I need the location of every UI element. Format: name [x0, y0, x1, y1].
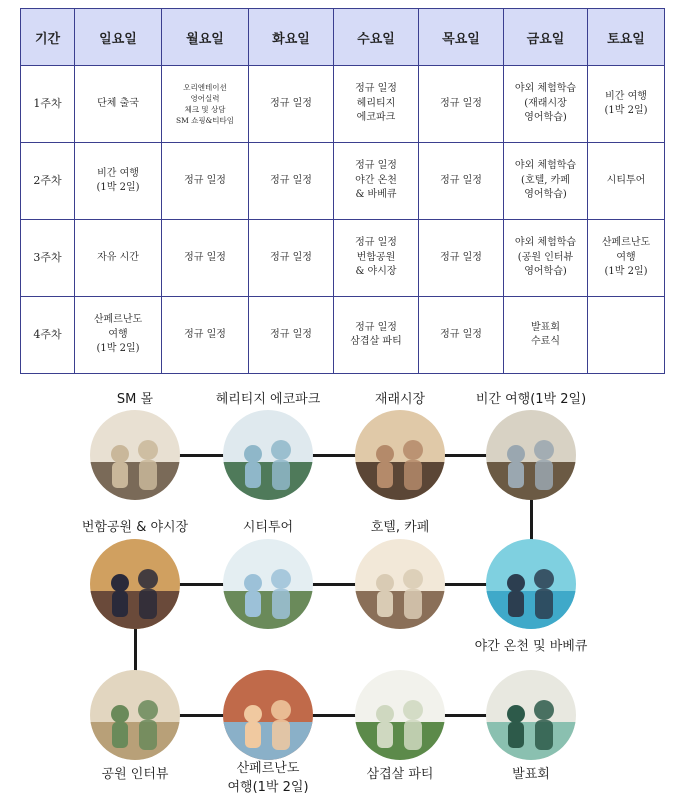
schedule-cell: [334, 297, 419, 374]
schedule-cell: [419, 66, 504, 143]
timeline-label-text: SM 몰: [116, 392, 154, 407]
header-saturday: 토요일: [588, 9, 665, 66]
hot-spring-photo: [486, 539, 576, 629]
schedule-cell-text: 발표회: [531, 321, 560, 333]
schedule-cell-text: 수료식: [531, 336, 560, 347]
timeline-label: [227, 757, 308, 795]
schedule-cell: [334, 143, 419, 220]
schedule-cell: [162, 66, 249, 143]
schedule-cell-text: SM 쇼핑&티타임: [175, 116, 235, 126]
table-header-row: [21, 9, 665, 66]
schedule-cell: [504, 297, 588, 374]
schedule-cell: [504, 66, 588, 143]
schedule-cell-text: (1박 2일): [96, 343, 140, 355]
timeline-label-text: 번함공원 & 야시장: [81, 520, 189, 535]
timeline-label: [216, 388, 321, 407]
market-photo: [355, 410, 445, 500]
timeline-label: [117, 388, 153, 407]
schedule-cell-text: 야외 체험학습: [514, 83, 577, 95]
timeline-label: [375, 388, 425, 407]
schedule-cell-text: 번함공원: [356, 251, 396, 263]
timeline-label-text: 발표회: [512, 767, 550, 782]
schedule-cell-text: 정규 일정: [440, 174, 482, 186]
schedule-cell-text: 시티투어: [606, 174, 646, 186]
schedule-cell: [249, 297, 334, 374]
schedule-cell-text: 정규 일정: [355, 237, 397, 249]
schedule-cell: [75, 66, 162, 143]
table-row: [21, 220, 665, 297]
schedule-cell-text: 비간 여행: [97, 167, 139, 179]
schedule-cell-text: 에코파크: [356, 112, 396, 124]
city-tour-photo: [223, 539, 313, 629]
shopping-mall-photo: [90, 410, 180, 500]
timeline-label: [512, 763, 550, 782]
schedule-cell-text: 여행: [108, 328, 128, 340]
schedule-cell-text: 정규 일정: [440, 97, 482, 109]
week-label: 4주차: [21, 297, 75, 374]
schedule-cell: [75, 143, 162, 220]
bbq-party-photo: [355, 670, 445, 760]
schedule-cell-text: 영어학습): [524, 112, 567, 124]
schedule-cell-text: 야간 온천: [355, 174, 397, 186]
schedule-cell-text: 오리엔테이션: [183, 82, 227, 92]
header-sunday: 일요일: [75, 9, 162, 66]
timeline-label: [82, 516, 188, 535]
header-tuesday: 화요일: [249, 9, 334, 66]
schedule-cell-text: (1박 2일): [604, 266, 648, 278]
schedule-cell-text: (1박 2일): [96, 182, 140, 193]
timeline-label: [367, 763, 434, 782]
schedule-cell-text: 정규 일정: [440, 328, 482, 340]
table-row: [21, 66, 665, 143]
schedule-cell-text: 헤리티지: [356, 97, 396, 109]
schedule-cell: [504, 220, 588, 297]
timeline-label-text: 야간 온천 및 바베큐: [474, 639, 588, 654]
schedule-cell: [419, 297, 504, 374]
schedule-cell-text: (1박 2일): [604, 105, 648, 116]
schedule-cell: [504, 143, 588, 220]
schedule-cell-text: 정규 일정: [270, 251, 312, 263]
schedule-cell-text: (공원 인터뷰: [517, 251, 574, 263]
schedule-cell-text: 정규 일정: [184, 174, 226, 186]
schedule-cell: [162, 220, 249, 297]
schedule-cell-text: 정규 일정: [184, 328, 226, 340]
header-monday: 월요일: [162, 9, 249, 66]
schedule-cell-text: 산페르난도: [93, 314, 143, 326]
week-label: 1주차: [21, 66, 75, 143]
header-period: 기간: [21, 9, 75, 66]
schedule-cell-text: 야외 체험학습: [514, 160, 577, 172]
schedule-cell-text: 정규 일정: [270, 97, 312, 109]
schedule-cell: [162, 297, 249, 374]
park-interview-photo: [90, 670, 180, 760]
schedule-cell: [249, 220, 334, 297]
timeline-label-text: 여행(1박 2일): [227, 780, 309, 795]
schedule-cell-text: 정규 일정: [270, 328, 312, 340]
schedule-cell-text: 비간 여행: [605, 90, 647, 102]
schedule-cell-text: 영어실력: [190, 93, 220, 103]
week-label: 3주차: [21, 220, 75, 297]
schedule-cell: [75, 220, 162, 297]
horse-carriage-photo: [486, 410, 576, 500]
schedule-cell-text: 정규 일정: [355, 83, 397, 95]
timeline-label-text: 시티투어: [242, 520, 294, 535]
timeline-label-text: 산페르난도: [236, 761, 300, 776]
schedule-cell-text: & 바베큐: [355, 189, 397, 201]
timeline-connector: [135, 714, 530, 717]
schedule-cell: [75, 297, 162, 374]
schedule-cell-text: 정규 일정: [270, 174, 312, 186]
header-wednesday: 수요일: [334, 9, 419, 66]
timeline-label: [475, 635, 588, 654]
schedule-cell: [419, 220, 504, 297]
cafe-photo: [355, 539, 445, 629]
schedule-cell: [334, 220, 419, 297]
activity-timeline: [0, 378, 683, 804]
timeline-label-text: 공원 인터뷰: [101, 767, 169, 782]
timeline-label: [476, 388, 586, 407]
schedule-cell-text: 단체 출국: [97, 97, 139, 109]
schedule-cell-text: 정규 일정: [440, 251, 482, 263]
schedule-cell-text: 영어학습): [524, 266, 567, 278]
week-label: 2주차: [21, 143, 75, 220]
schedule-cell-text: 야외 체험학습: [514, 237, 577, 249]
schedule-cell: [588, 220, 665, 297]
schedule-cell: [588, 297, 665, 374]
schedule-cell: [162, 143, 249, 220]
schedule-cell-text: 정규 일정: [355, 321, 397, 333]
schedule-cell-text: 산페르난도: [601, 237, 651, 249]
schedule-cell: [588, 66, 665, 143]
timeline-label: [371, 516, 430, 535]
timeline-label-text: 헤리티지 에코파크: [215, 392, 321, 407]
header-friday: 금요일: [504, 9, 588, 66]
schedule-cell: [249, 143, 334, 220]
schedule-cell-text: 체크 및 상담: [184, 105, 226, 114]
table-row: [21, 143, 665, 220]
timeline-label: [102, 763, 169, 782]
schedule-cell: [588, 143, 665, 220]
timeline-label-text: 비간 여행(1박 2일): [475, 392, 587, 407]
schedule-cell: [334, 66, 419, 143]
schedule-cell-text: 자유 시간: [97, 251, 139, 263]
table-row: [21, 297, 665, 374]
schedule-cell-text: 여행: [616, 251, 636, 263]
timeline-label-text: 재래시장: [374, 392, 426, 407]
header-thursday: 목요일: [419, 9, 504, 66]
schedule-cell-text: 정규 일정: [184, 251, 226, 263]
schedule-cell-text: (호텔, 카페: [521, 174, 570, 186]
weekly-schedule-table: [20, 8, 665, 374]
timeline-label-text: 호텔, 카페: [370, 520, 430, 535]
schedule-cell-text: 영어학습): [524, 189, 567, 201]
night-market-photo: [90, 539, 180, 629]
eco-park-photo: [223, 410, 313, 500]
timeline-label-text: 삼겹살 파티: [366, 767, 434, 782]
beach-photo: [223, 670, 313, 760]
schedule-cell-text: 정규 일정: [355, 160, 397, 172]
timeline-label: [243, 516, 293, 535]
presentation-photo: [486, 670, 576, 760]
schedule-cell-text: (재래시장: [524, 97, 567, 109]
schedule-cell-text: 삼겹살 파티: [350, 336, 402, 347]
schedule-cell: [419, 143, 504, 220]
schedule-cell-text: & 야시장: [355, 266, 397, 278]
timeline-connector: [135, 583, 530, 586]
schedule-cell: [249, 66, 334, 143]
timeline-connector: [135, 454, 530, 457]
